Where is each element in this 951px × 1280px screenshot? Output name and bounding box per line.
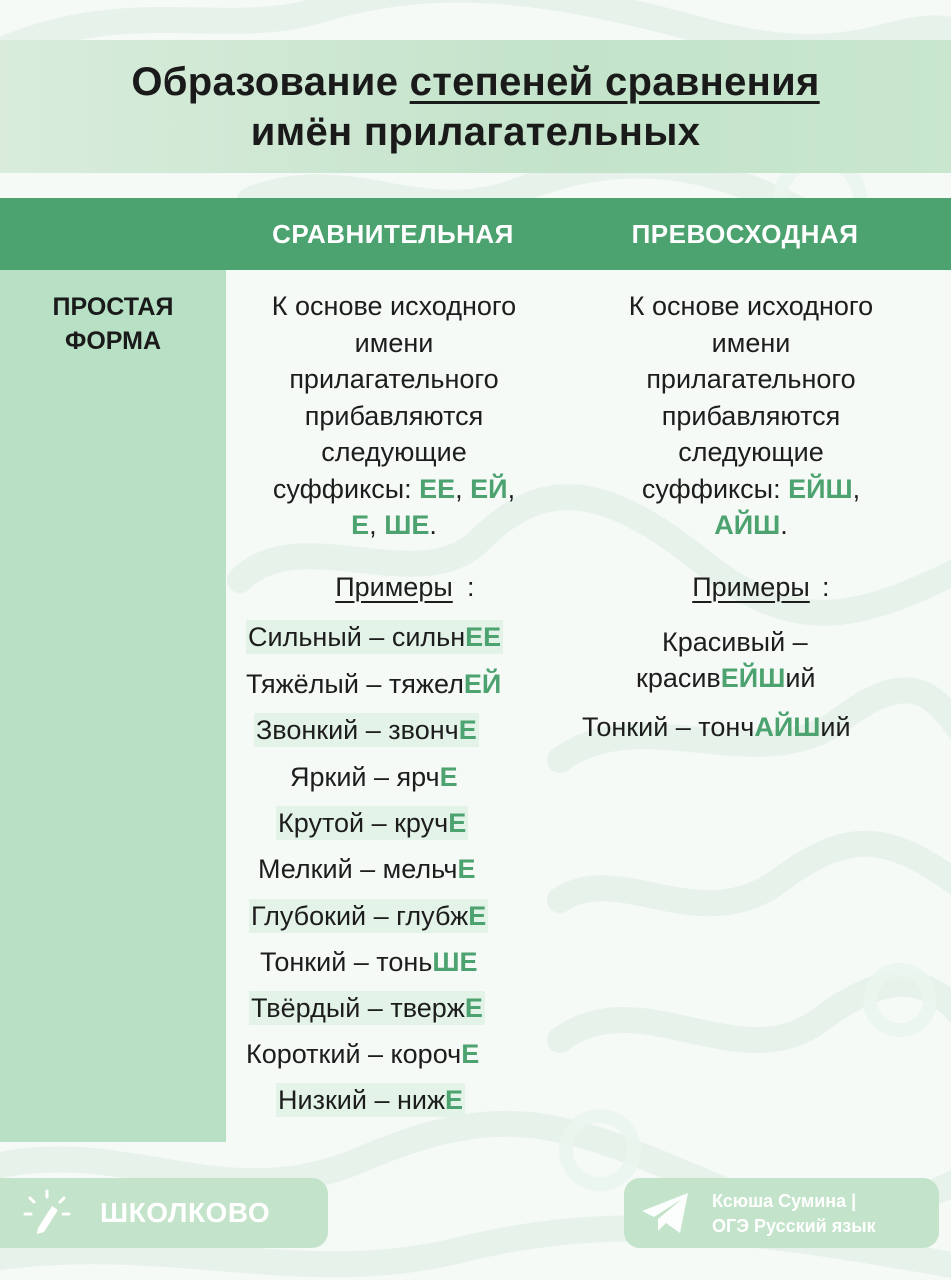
example-ending: Е: [448, 808, 467, 838]
page-title-line-2: имён прилагательных: [250, 109, 701, 154]
suffix-ei: ЕЙ: [470, 473, 508, 504]
example-stem: Крутой – круч: [278, 808, 449, 838]
description-line: имени: [354, 327, 434, 358]
example-item: [246, 667, 501, 701]
example-item: [260, 945, 478, 979]
colon: :: [467, 572, 475, 602]
description-line: имени: [711, 327, 791, 358]
example-item: [636, 661, 816, 695]
example-stem: Твёрдый – тверж: [251, 993, 465, 1023]
suffixes-prefix: суффиксы:: [641, 473, 789, 504]
example-item: [246, 1037, 479, 1071]
example-item: [254, 713, 479, 747]
example-item: [258, 852, 475, 886]
description-line: К основе исходного: [628, 291, 874, 321]
superlative-examples-title: [578, 572, 924, 603]
example-stem: Тонкий – тонч: [582, 712, 755, 742]
description-line: прилагательного: [289, 364, 499, 394]
comparative-examples-title: [234, 572, 554, 603]
title-banner: [0, 40, 951, 173]
suffixes-prefix: суффиксы:: [272, 473, 420, 504]
comparative-description: [234, 288, 554, 544]
example-suffix: ЕЙШ: [720, 663, 786, 693]
example-stem: красив: [636, 663, 721, 693]
table-header: [0, 198, 951, 270]
example-suffix: АЙШ: [754, 712, 821, 742]
page-title-line-1: [131, 57, 819, 107]
row-label-line-1: ПРОСТАЯ: [52, 293, 174, 321]
example-item: [249, 899, 488, 933]
example-ending: Е: [464, 993, 483, 1023]
description-line: прибавляются: [304, 400, 484, 431]
suffixes-line-2: Е, ШЕ.: [351, 510, 437, 540]
title-underlined-text: степеней сравнения: [409, 59, 820, 104]
description-line: следующие: [321, 437, 467, 467]
example-stem: Тонкий – тонь: [260, 947, 433, 977]
example-ending: Е: [461, 1039, 480, 1069]
shkolkovo-pencil-icon: [22, 1188, 72, 1238]
suffix-e: Е: [351, 510, 370, 540]
example-stem: Низкий – ниж: [278, 1085, 446, 1115]
suffix-eish: ЕЙШ: [788, 473, 853, 504]
example-tail: ий: [785, 663, 816, 693]
column-header-comparative: СРАВНИТЕЛЬНАЯ: [272, 219, 514, 249]
example-stem: Звонкий – звонч: [256, 715, 459, 745]
colon: :: [822, 572, 830, 602]
examples-title-text: Примеры: [335, 572, 453, 602]
row-label-line-2: ФОРМА: [64, 327, 161, 355]
brand-badge: [0, 1178, 328, 1248]
author-name: Ксюша Сумина |: [712, 1191, 857, 1211]
superlative-description: [578, 288, 924, 544]
example-stem: Яркий – ярч: [290, 762, 440, 792]
suffix-she: ШЕ: [384, 510, 430, 540]
example-ending: Е: [458, 715, 477, 745]
suffixes-line: суффиксы: ЕЙШ,: [641, 473, 861, 504]
example-item: [290, 760, 458, 794]
brand-name: ШКОЛКОВО: [100, 1197, 271, 1228]
description-line: прилагательного: [646, 364, 856, 394]
example-tail: ий: [820, 712, 851, 742]
example-stem: Мелкий – мельч: [258, 854, 458, 884]
example-item-line-1: Красивый –: [662, 627, 808, 657]
example-ending: Е: [445, 1085, 464, 1115]
row-label-cell: [0, 270, 226, 1142]
example-item: [276, 1083, 465, 1117]
example-stem: Сильный – сильн: [248, 622, 466, 652]
author-info: [712, 1189, 876, 1239]
description-line: следующие: [678, 437, 824, 467]
example-stem: Короткий – короч: [246, 1039, 462, 1069]
example-ending: ЕЕ: [465, 622, 502, 652]
suffixes-line-2: АЙШ.: [714, 510, 788, 540]
examples-title-text: Примеры: [692, 572, 810, 602]
example-ending: ЕЙ: [463, 669, 502, 699]
example-ending: Е: [468, 901, 487, 931]
suffix-aish: АЙШ: [714, 510, 781, 540]
column-header-superlative: ПРЕВОСХОДНАЯ: [631, 219, 859, 249]
row-label: [0, 290, 226, 358]
telegram-icon: [640, 1191, 692, 1235]
description-line: К основе исходного: [271, 291, 517, 321]
description-line: прибавляются: [661, 400, 841, 431]
example-item: [582, 710, 851, 744]
example-item: [276, 806, 468, 840]
title-text: Образование: [131, 59, 410, 104]
example-item: [246, 620, 503, 654]
author-course: ОГЭ Русский язык: [712, 1216, 876, 1236]
example-stem: Глубокий – глубж: [251, 901, 469, 931]
example-stem: Тяжёлый – тяжел: [246, 669, 464, 699]
author-badge: [624, 1178, 939, 1248]
suffix-ee: ЕЕ: [419, 473, 456, 504]
example-ending: ШЕ: [432, 947, 478, 977]
example-item: [249, 991, 485, 1025]
example-ending: Е: [457, 854, 476, 884]
suffixes-line: суффиксы: ЕЕ, ЕЙ,: [272, 473, 516, 504]
example-ending: Е: [439, 762, 458, 792]
